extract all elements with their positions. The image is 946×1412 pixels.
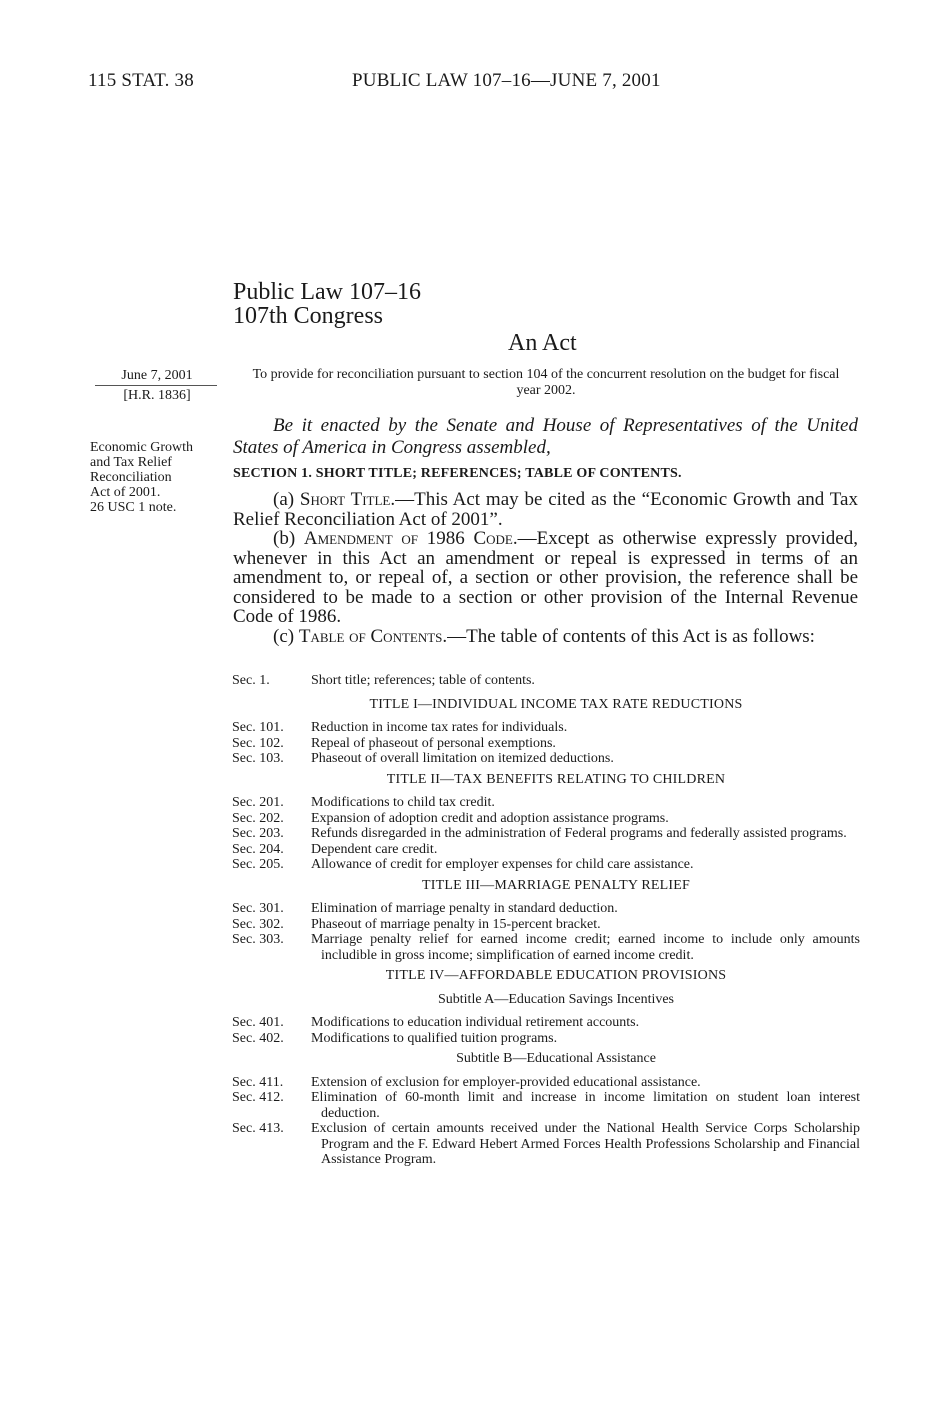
toc-entry-number: Sec. 412.	[232, 1090, 284, 1105]
toc-entry	[232, 1031, 860, 1047]
para-caption: Short Title	[299, 489, 391, 510]
toc-entry-number: Sec. 401.	[232, 1015, 284, 1030]
toc-subtitle-heading: Subtitle B—Educational Assistance	[456, 1051, 656, 1066]
toc-entry-text: Reduction in income tax rates for individuals.	[311, 720, 568, 735]
toc-entry-text: Modifications to qualified tuition programs.	[311, 1030, 558, 1046]
para-text: .—Except as otherwise expressly provided, whenever in this Act an amendment or repeal is expressed in terms of an amendment to, or repeal of, a section or other provision, the reference shall be considered to be made to a section or other provision of the Internal Revenue Code of 1986.	[233, 528, 858, 628]
toc-entry-text: Elimination of 60-month limit and increase in income limitation on student loan interest deduction.	[311, 1090, 860, 1121]
margin-date: June 7, 2001	[121, 368, 193, 383]
para-label: (b)	[273, 528, 304, 549]
toc-entry-number: Sec. 301.	[232, 901, 284, 916]
para-text: .—This Act may be cited as the “Economic Growth and Tax Relief Reconciliation Act of 2001”.	[233, 489, 858, 530]
table-of-contents	[232, 673, 860, 1171]
toc-entry-number: Sec. 413.	[232, 1121, 284, 1136]
margin-bill-number: [H.R. 1836]	[123, 388, 191, 403]
margin-rule	[95, 385, 217, 386]
margin-note-line: Economic Growth	[90, 440, 194, 455]
toc-title-heading: TITLE III—MARRIAGE PENALTY RELIEF	[421, 877, 691, 893]
act-purpose: To provide for reconciliation pursuant to section 104 of the concurrent resolution on the budget for fiscal year 2002.	[252, 367, 840, 398]
para-caption: Code	[473, 528, 513, 549]
para-label: (a)	[273, 489, 300, 510]
toc-entry-text: Short title; references; table of contents.	[311, 673, 535, 688]
page-header-title: PUBLIC LAW 107–16—JUNE 7, 2001	[352, 70, 661, 91]
paragraph-short-title	[233, 490, 858, 529]
toc-entry-text: Expansion of adoption credit and adoption assistance programs.	[311, 810, 669, 826]
toc-entry	[232, 901, 860, 917]
toc-entry-text: Extension of exclusion for employer-provided educational assistance.	[311, 1074, 701, 1090]
toc-entry	[232, 1075, 860, 1091]
act-heading: An Act	[508, 330, 577, 356]
para-caption: Amendment of	[303, 528, 419, 549]
toc-entry-group	[232, 1015, 860, 1046]
toc-entry-number: Sec. 205.	[232, 857, 284, 872]
toc-entry-text: Phaseout of marriage penalty in 15-percent bracket.	[311, 916, 601, 932]
toc-entry-number: Sec. 402.	[232, 1030, 284, 1046]
toc-entry-number: Sec. 102.	[232, 735, 284, 751]
toc-entry-number: Sec. 303.	[232, 932, 284, 947]
paragraph-amendment-of-code	[233, 529, 858, 627]
toc-entry	[232, 736, 860, 752]
toc-entry	[232, 932, 860, 963]
toc-entry	[232, 751, 860, 767]
toc-entry-text: Exclusion of certain amounts received under the National Health Service Corps Scholarship Program and the F. Edward Hebert Armed Forces Health Professions Scholarship and Financial Assistance Program.	[311, 1121, 860, 1167]
toc-entry-number: Sec. 101.	[232, 720, 284, 735]
toc-entry-text: Phaseout of overall limitation on itemized deductions.	[311, 751, 614, 766]
toc-title-heading: TITLE IV—AFFORDABLE EDUCATION PROVISIONS	[385, 968, 727, 983]
para-caption-year: 1986	[418, 528, 474, 549]
toc-entry	[232, 720, 860, 736]
toc-entry-text: Elimination of marriage penalty in standard deduction.	[311, 901, 618, 916]
toc-title-heading: TITLE II—TAX BENEFITS RELATING TO CHILDREN	[386, 771, 726, 787]
toc-entry-number: Sec. 302.	[232, 916, 284, 932]
toc-entry-text: Allowance of credit for employer expenses for child care assistance.	[311, 857, 694, 872]
toc-entry-number: Sec. 202.	[232, 810, 284, 826]
toc-entry-group	[232, 795, 860, 873]
toc-entry	[232, 1090, 860, 1121]
congress-label: 107th Congress	[233, 303, 383, 329]
toc-entry-text: Modifications to child tax credit.	[311, 795, 495, 810]
toc-entry	[232, 826, 860, 842]
toc-entry-group	[232, 720, 860, 767]
toc-entry	[232, 811, 860, 827]
toc-subtitle-heading: Subtitle A—Education Savings Incentives	[437, 991, 675, 1007]
toc-entry-number: Sec. 411.	[232, 1074, 284, 1090]
paragraph-table-of-contents	[233, 627, 858, 647]
margin-note-line: 26 USC 1 note.	[90, 500, 177, 515]
toc-entry-number: Sec. 204.	[232, 841, 284, 857]
toc-entry-number: Sec. 103.	[232, 751, 284, 766]
toc-entry-number: Sec. 203.	[232, 826, 284, 841]
toc-entry	[232, 1121, 860, 1168]
enacting-clause: Be it enacted by the Senate and House of Representatives of the United States of America in Congress assembled,	[233, 415, 858, 458]
toc-entry	[232, 673, 860, 689]
para-label: (c)	[273, 626, 299, 647]
toc-entry	[232, 842, 860, 858]
margin-note-line: Reconciliation	[90, 470, 172, 485]
toc-entry	[232, 1015, 860, 1031]
toc-entry-text: Refunds disregarded in the administration of Federal programs and federally assisted programs.	[311, 826, 847, 841]
toc-entry-text: Repeal of phaseout of personal exemptions.	[311, 735, 556, 751]
margin-note-line: and Tax Relief	[90, 455, 172, 470]
margin-short-title-note	[90, 440, 230, 515]
section-1-heading: SECTION 1. SHORT TITLE; REFERENCES; TABLE OF CONTENTS.	[233, 466, 682, 481]
public-law-title: Public Law 107–16	[233, 279, 421, 305]
toc-entry	[232, 857, 860, 873]
toc-entry-group	[232, 1075, 860, 1168]
toc-entry	[232, 917, 860, 933]
toc-entry	[232, 795, 860, 811]
para-text: .—The table of contents of this Act is as follows:	[442, 626, 815, 647]
toc-title-heading: TITLE I—INDIVIDUAL INCOME TAX RATE REDUCTIONS	[369, 696, 743, 712]
toc-entry-number: Sec. 201.	[232, 795, 284, 810]
page-header-stat: 115 STAT. 38	[88, 70, 194, 91]
para-caption: Table of Contents	[298, 626, 443, 647]
toc-entry-text: Dependent care credit.	[311, 841, 438, 857]
toc-entry-text: Modifications to education individual retirement accounts.	[311, 1015, 640, 1030]
toc-entry-text: Marriage penalty relief for earned income credit; earned income to include only amounts includible in gross income; simplification of earned income credit.	[311, 932, 860, 963]
toc-entry-group	[232, 901, 860, 963]
margin-note-line: Act of 2001.	[90, 485, 161, 500]
toc-entry-number: Sec. 1.	[232, 673, 270, 688]
